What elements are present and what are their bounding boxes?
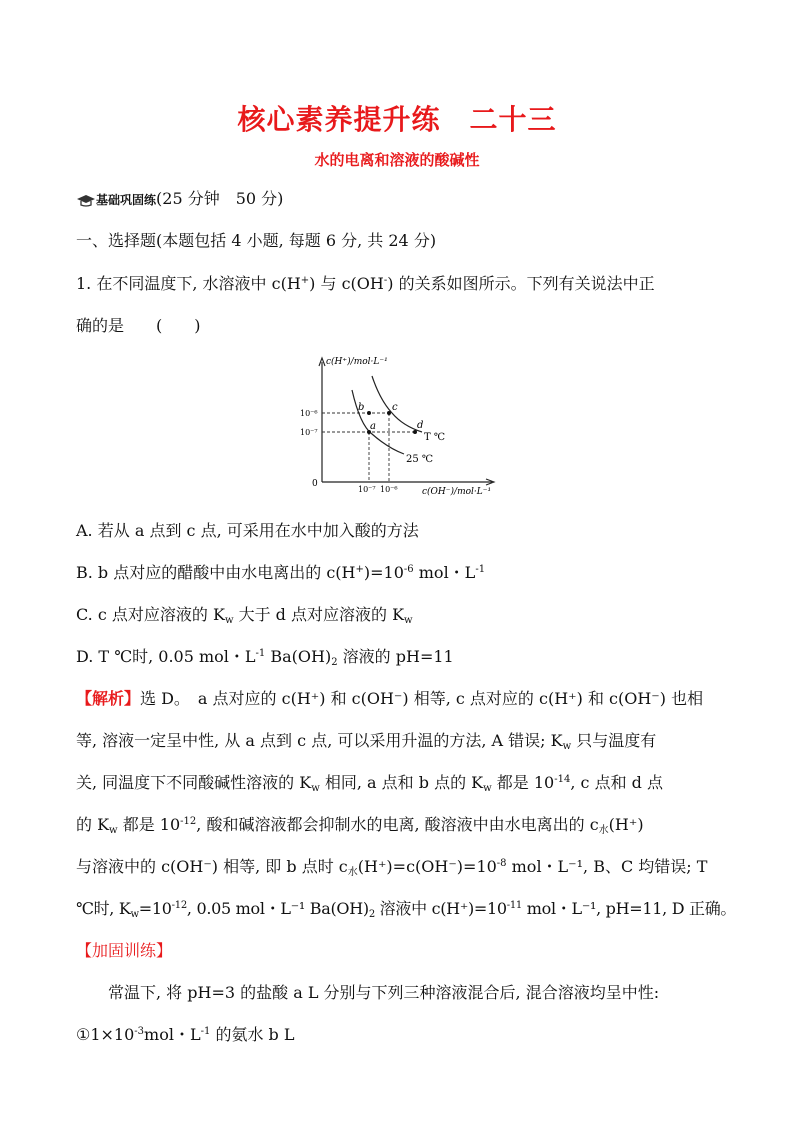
- series-label-t: T ℃: [424, 432, 446, 443]
- training-tag: 【加固训练】: [76, 941, 173, 960]
- time-score: (25 分钟 50 分): [156, 189, 284, 208]
- analysis-line-5: 与溶液中的 c(OH⁻) 相等, 即 b 点时 $c_水(H^+)=c(OH^-)=10^{-8}$ mol・L⁻¹, B、C 均错误; T: [76, 857, 708, 878]
- curve-25c: [352, 390, 404, 454]
- section-header: [76, 189, 283, 210]
- badge: [76, 189, 156, 210]
- x-tick-1: 10⁻⁷: [358, 485, 376, 494]
- ion-product-chart: [300, 350, 510, 500]
- graduation-cap-icon: [76, 193, 96, 207]
- training-text: 常温下, 将 pH=3 的盐酸 a L 分别与下列三种溶液混合后, 混合溶液均呈中性:: [108, 983, 660, 1002]
- question-stem: 1. 在不同温度下, 水溶液中 c(H+) 与 c(OH-) 的关系如图所示。下列有关说法中正: [76, 274, 655, 293]
- series-label-25: 25 ℃: [406, 454, 434, 465]
- point-label-b: b: [358, 402, 365, 413]
- analysis-line-6: ℃时, $K_w=10^{-12}$, 0.05 mol・L⁻¹ $Ba(OH)_2$ 溶液中 $c(H^+)=10^{-11}$ mol・L⁻¹, pH=11, D 正确。: [76, 899, 737, 920]
- x-axis-label: c(OH⁻)/mol·L⁻¹: [422, 487, 492, 497]
- point-b: [367, 411, 371, 415]
- training-item-1: $①1\times 10^{-3}mol$・$L^{-1}$ 的氨水 b L: [76, 1025, 295, 1044]
- analysis-line-2: 等, 溶液一定呈中性, 从 a 点到 c 点, 可以采用升温的方法, A 错误; $K_w$ 只与温度有: [76, 731, 657, 752]
- page-title: 核心素养提升练 二十三: [237, 103, 557, 136]
- point-label-a: a: [370, 421, 376, 432]
- y-axis-label: c(H⁺)/mol·L⁻¹: [326, 357, 388, 367]
- question-stem-line2: 确的是 ( ): [76, 316, 201, 335]
- option-b: B. b 点对应的醋酸中由水电离出的 $c(H^+)=10^{-6}$ mol・$L^{-1}$: [76, 563, 486, 582]
- analysis-line-3: 关, 同温度下不同酸碱性溶液的 $K_w$ 相同, a 点和 b 点的 $K_w$ 都是 $10^{-14}$, c 点和 d 点: [76, 773, 663, 794]
- x-tick-2: 10⁻⁶: [380, 485, 398, 494]
- option-c: C. c 点对应溶液的 $K_w$ 大于 d 点对应溶液的 $K_w$: [76, 605, 413, 626]
- page-subtitle: 水的电离和溶液的酸碱性: [314, 151, 480, 169]
- analysis-line-1: 【解析】选 D。 a 点对应的 c(H⁺) 和 c(OH⁻) 相等, c 点对应的 c(H⁺) 和 c(OH⁻) 也相: [76, 689, 704, 708]
- option-a: A. 若从 a 点到 c 点, 可采用在水中加入酸的方法: [76, 521, 419, 540]
- y-tick-1: 10⁻⁶: [300, 409, 318, 418]
- section-heading: 一、选择题(本题包括 4 小题, 每题 6 分, 共 24 分): [76, 231, 437, 250]
- origin-label: 0: [312, 479, 318, 489]
- point-label-c: c: [392, 402, 398, 413]
- badge-label: 基础巩固练: [96, 193, 157, 207]
- analysis-line-4: 的 $K_w$ 都是 $10^{-12}$, 酸和碱溶液都会抑制水的电离, 酸溶液中由水电离出的 $c_水(H^+)$: [76, 815, 644, 836]
- analysis-tag: 【解析】: [76, 689, 141, 708]
- point-c: [387, 411, 391, 415]
- y-tick-2: 10⁻⁷: [300, 428, 318, 437]
- point-label-d: d: [417, 420, 424, 431]
- option-d: D. T ℃时, 0.05 mol・$L^{-1}$ $Ba(OH)_2$ 溶液的 pH=11: [76, 647, 454, 668]
